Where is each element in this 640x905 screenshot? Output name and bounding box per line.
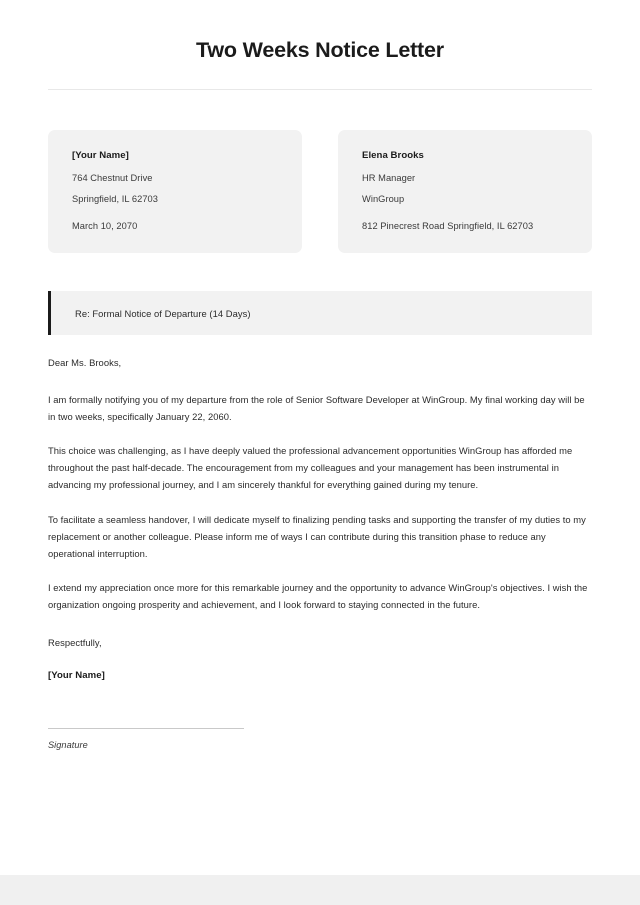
body-paragraph: This choice was challenging, as I have deeply valued the professional advancement opportunities WinGroup has afforded me throughout the past half-decade. The encouragement from my colleagues and your management has been instrumental in advancing my professional journey, and I am sincerely thankful for everything gained during my tenure.: [48, 445, 573, 491]
body-paragraph: I am formally notifying you of my departure from the role of Senior Software Developer at WinGroup. My final working day will be in two weeks, specifically January 22, 2060.: [48, 394, 585, 423]
sender-city-state-zip: Springfield, IL 62703: [72, 194, 158, 204]
letter-date: March 10, 2070: [72, 221, 138, 231]
body-paragraph: I extend my appreciation once more for this remarkable journey and the opportunity to advance WinGroup's objectives. I wish the organization ongoing prosperity and achievement, and I look forward to staying connected in the future.: [48, 581, 588, 610]
document-header: [0, 0, 640, 90]
subject-text: Re: Formal Notice of Departure (14 Days): [75, 308, 251, 319]
sender-street: 764 Chestnut Drive: [72, 173, 153, 183]
subject-bar: [48, 291, 592, 335]
signature-block: [48, 728, 244, 750]
signer-name: [Your Name]: [48, 670, 105, 682]
salutation: Dear Ms. Brooks,: [48, 357, 122, 368]
signature-label: Signature: [48, 740, 88, 751]
letter-body: [48, 335, 592, 750]
recipient-address: 812 Pinecrest Road Springfield, IL 62703: [362, 221, 534, 231]
header-divider: [48, 89, 592, 90]
closing-phrase: Respectfully,: [48, 637, 102, 649]
sender-address-card: [48, 130, 302, 253]
address-row: [48, 130, 592, 253]
recipient-name: Elena Brooks: [362, 150, 424, 161]
signature-line: [48, 728, 244, 729]
recipient-company: WinGroup: [362, 194, 405, 204]
recipient-address-card: [338, 130, 592, 253]
recipient-job-title: HR Manager: [362, 173, 416, 183]
page-title: Two Weeks Notice Letter: [196, 38, 444, 62]
body-paragraph: To facilitate a seamless handover, I will dedicate myself to finalizing pending tasks and supporting the transfer of my duties to my replacement or another colleague. Please inform me of ways I can contribute during this transition phase to reduce any operational interruption.: [48, 513, 586, 559]
sender-name: [Your Name]: [72, 150, 129, 161]
